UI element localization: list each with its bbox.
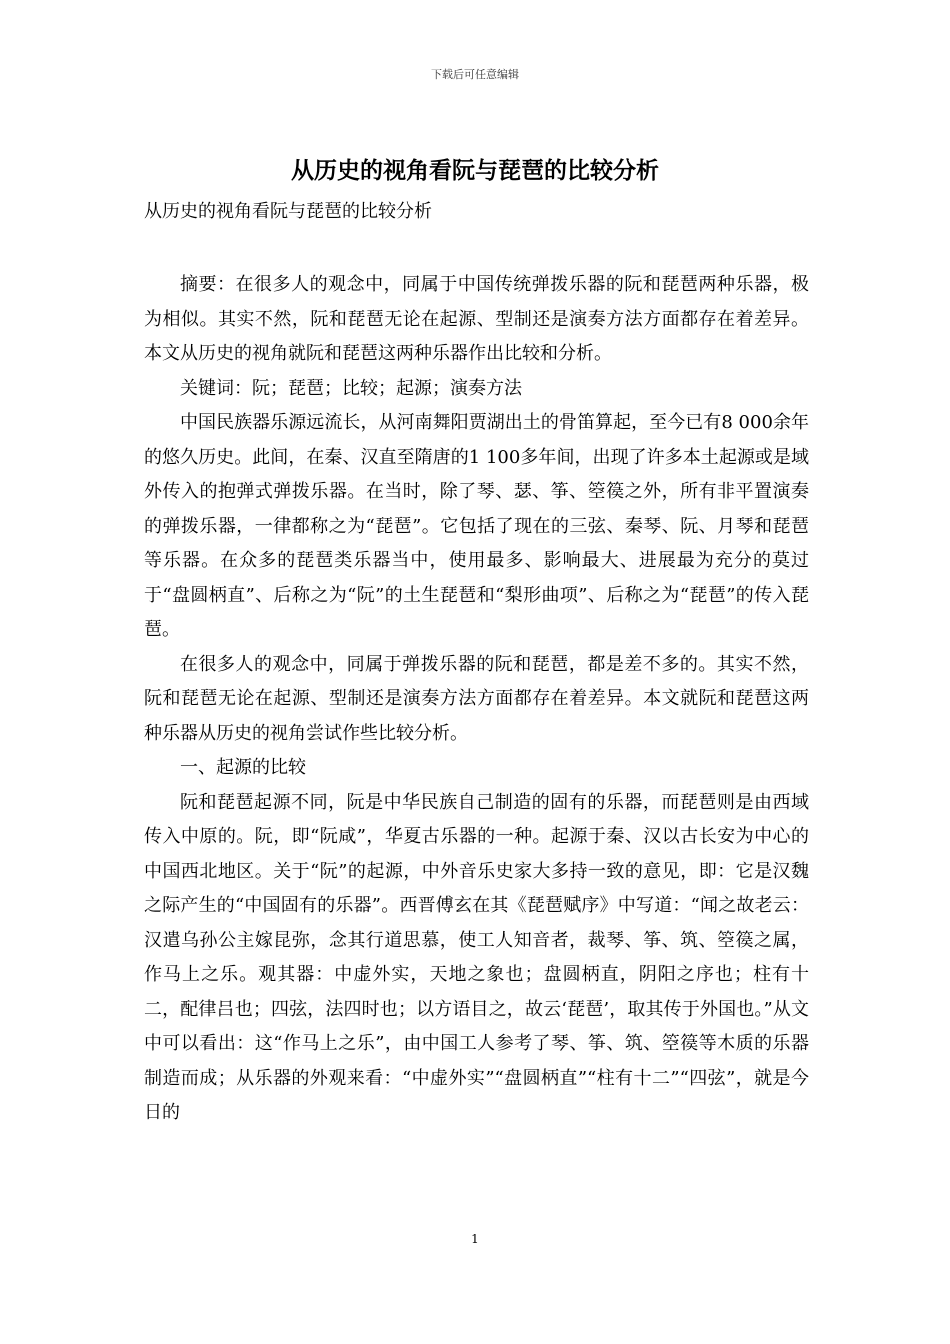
document-subtitle: 从历史的视角看阮与琵琶的比较分析	[144, 201, 432, 222]
section-heading: 一、起源的比较	[180, 757, 306, 778]
abstract-paragraph: 摘要：在很多人的观念中，同属于中国传统弹拨乐器的阮和琵琶两种乐器，极为相似。其实不然，阮和琵琶无论在起源、型制还是演奏方法方面都存在着差异。本文从历史的视角就阮和琵琶这两种乐器作出比较和分析。	[144, 274, 809, 364]
keywords-paragraph: 关键词：阮；琵琶；比较；起源；演奏方法	[180, 377, 522, 399]
document-body	[144, 268, 809, 1131]
document-title: 从历史的视角看阮与琵琶的比较分析	[291, 157, 659, 184]
header-note: 下载后可任意编辑	[431, 68, 519, 81]
page-number: 1	[471, 1232, 479, 1246]
body-paragraph: 中国民族器乐源远流长，从河南舞阳贾湖出土的骨笛算起，至今已有8 000余年的悠久历史。此间，在秦、汉直至隋唐的1 100多年间，出现了许多本土起源或是域外传入的抱弹式弹拨乐器。在当时，除了琴、瑟、筝、箜篌之外，所有非平置演奏的弹拨乐器，一律都称之为“琵琶”。它包括了现在的三弦、秦琴、阮、月琴和琵琶等乐器。在众多的琵琶类乐器当中，使用最多、影响最大、进展最为充分的莫过于“盘圆柄直”、后称之为“阮”的土生琵琶和“梨形曲项”、后称之为“琵琶”的传入琵琶。	[144, 412, 809, 640]
body-paragraph: 阮和琵琶起源不同，阮是中华民族自己制造的固有的乐器，而琵琶则是由西域传入中原的。阮，即“阮咸”，华夏古乐器的一种。起源于秦、汉以古长安为中心的中国西北地区。关于“阮”的起源，中外音乐史家大多持一致的意见，即：它是汉魏之际产生的“中国固有的乐器”。西晋傅玄在其《琵琶赋序》中写道：“闻之故老云：汉遣乌孙公主嫁昆弥，念其行道思慕，使工人知音者，裁琴、筝、筑、箜篌之属，作马上之乐。观其器：中虚外实，天地之象也；盘圆柄直，阴阳之序也；柱有十二，配律吕也；四弦，法四时也；以方语目之，故云‘琵琶’，取其传于外国也。”从文中可以看出：这“作马上之乐”，由中国工人参考了琴、筝、筑、箜篌等木质的乐器制造而成；从乐器的外观来看：“中虚外实”“盘圆柄直”“柱有十二”“四弦”，就是今日的	[144, 791, 809, 1123]
body-paragraph: 在很多人的观念中，同属于弹拨乐器的阮和琵琶，都是差不多的。其实不然，阮和琵琶无论在起源、型制还是演奏方法方面都存在着差异。本文就阮和琵琶这两种乐器从历史的视角尝试作些比较分析。	[144, 653, 809, 744]
